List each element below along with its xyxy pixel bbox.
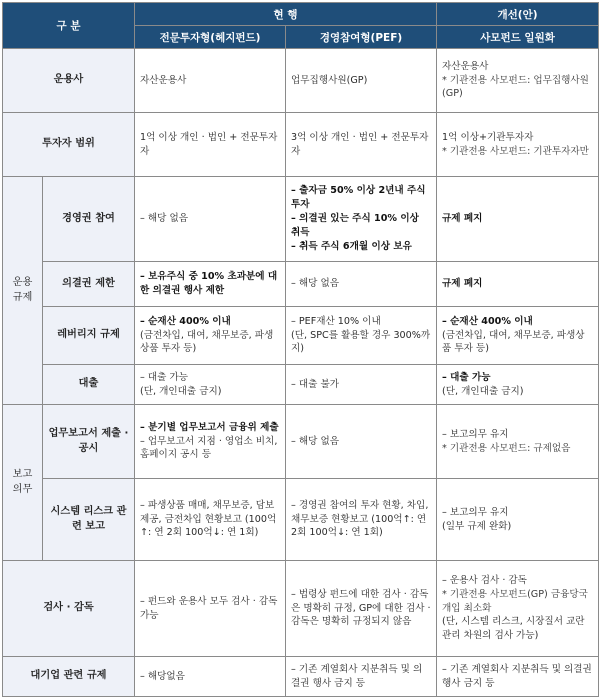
system-hedge: – 파생상품 매매, 채무보증, 담보제공, 금전차입 현황보고 (100억↑: 연 2회 100억↓: 연 1회) — [135, 479, 286, 561]
loan-improve-line1: – 대출 가능 — [442, 371, 491, 383]
system-improve-line2: (일부 규제 완화) — [442, 520, 512, 532]
row-investor — [3, 113, 599, 177]
mgmt-pef-line2: – 의결권 있는 주식 10% 이상 취득 — [291, 213, 419, 238]
investor-improve — [437, 113, 599, 177]
inspection-hedge: – 펀드와 운용사 모두 검사 · 감독 가능 — [135, 561, 286, 657]
row-voting — [3, 262, 599, 307]
leverage-hedge-line1: – 순재산 400% 이내 — [140, 315, 231, 327]
header-pef: 경영참여형(PEF) — [286, 26, 437, 49]
mgmt-hedge: – 해당 없음 — [135, 177, 286, 262]
loan-hedge-line1: – 대출 가능 — [140, 371, 188, 383]
conglomerate-pef: – 기존 계열회사 지분취득 및 의결권 행사 금지 등 — [286, 657, 437, 697]
row-label-loan: 대출 — [43, 365, 135, 405]
row-label-system-risk: 시스템 리스크 관련 보고 — [43, 479, 135, 561]
loan-improve — [437, 365, 599, 405]
mgmt-pef — [286, 177, 437, 262]
mgmt-improve: 규제 폐지 — [437, 177, 599, 262]
voting-improve: 규제 폐지 — [437, 262, 599, 307]
manager-improve-line1: 자산운용사 — [442, 60, 489, 72]
business-hedge-line1: – 분기별 업무보고서 금융위 제출 — [140, 421, 279, 433]
loan-improve-line2: (단, 개인대출 금지) — [442, 385, 524, 397]
header-improvement-sub: 사모펀드 일원화 — [437, 26, 599, 49]
group-label-operation: 운용 규제 — [3, 177, 43, 405]
business-improve — [437, 405, 599, 479]
system-improve-line1: – 보고의무 유지 — [442, 506, 509, 518]
loan-hedge-line2: (단, 개인대출 금지) — [140, 385, 222, 397]
group-label-report: 보고 의무 — [3, 405, 43, 561]
investor-improve-line2: * 기관전용 사모펀드: 기관투자자만 — [442, 145, 589, 157]
loan-pef: – 대출 불가 — [286, 365, 437, 405]
row-label-mgmt: 경영권 참여 — [43, 177, 135, 262]
inspection-improve — [437, 561, 599, 657]
business-hedge — [135, 405, 286, 479]
row-inspection — [3, 561, 599, 657]
leverage-hedge — [135, 307, 286, 365]
leverage-pef — [286, 307, 437, 365]
loan-hedge — [135, 365, 286, 405]
leverage-hedge-line2: (금전차입, 대여, 채무보증, 파생상품 투자 등) — [140, 329, 274, 355]
manager-improve-line2: * 기관전용 사모펀드: 업무집행사원(GP) — [442, 74, 589, 100]
system-improve — [437, 479, 599, 561]
business-improve-line2: * 기관전용 사모펀드: 규제없음 — [442, 442, 571, 454]
mgmt-pef-line3: – 취득 주식 6개월 이상 보유 — [291, 240, 412, 252]
row-label-voting: 의결권 제한 — [43, 262, 135, 307]
header-hedge-fund: 전문투자형(헤지펀드) — [135, 26, 286, 49]
inspection-improve-line2: * 기관전용 사모펀드(GP) 금융당국 개입 최소화 — [442, 588, 588, 614]
row-leverage — [3, 307, 599, 365]
conglomerate-improve: – 기존 계열회사 지분취득 및 의결권 행사 금지 등 — [437, 657, 599, 697]
manager-hedge: 자산운용사 — [135, 49, 286, 113]
leverage-pef-line2: (단, SPC를 활용할 경우 300%까지) — [291, 329, 431, 355]
row-business-report — [3, 405, 599, 479]
manager-pef: 업무집행사원(GP) — [286, 49, 437, 113]
row-label-conglomerate: 대기업 관련 규제 — [3, 657, 135, 697]
inspection-pef: – 법령상 펀드에 대한 검사 · 감독은 명확히 규정, GP에 대한 검사 · 감독은 명확히 규정되지 않음 — [286, 561, 437, 657]
header-current: 현 행 — [135, 3, 437, 26]
row-label-business-report: 업무보고서 제출 · 공시 — [43, 405, 135, 479]
system-pef: – 경영권 참여의 투자 현황, 차입, 채무보증 현황보고 (100억↑: 연 2회 100억↓: 연 1회) — [286, 479, 437, 561]
investor-pef: 3억 이상 개인 · 법인 + 전문투자자 — [286, 113, 437, 177]
inspection-improve-line1: – 운용사 검사 · 감독 — [442, 574, 527, 586]
investor-hedge: 1억 이상 개인 · 법인 + 전문투자자 — [135, 113, 286, 177]
row-loan — [3, 365, 599, 405]
header-improvement: 개선(안) — [437, 3, 599, 26]
voting-pef: – 해당 없음 — [286, 262, 437, 307]
row-conglomerate — [3, 657, 599, 697]
voting-hedge: – 보유주식 중 10% 초과분에 대한 의결권 행사 제한 — [135, 262, 286, 307]
investor-improve-line1: 1억 이상+기관투자자 — [442, 131, 534, 143]
leverage-pef-line1: – PEF재산 10% 이내 — [291, 315, 381, 327]
row-system-risk — [3, 479, 599, 561]
business-pef: – 해당 없음 — [286, 405, 437, 479]
header-category: 구 분 — [3, 3, 135, 49]
row-manager — [3, 49, 599, 113]
row-mgmt — [3, 177, 599, 262]
comparison-table — [2, 2, 599, 697]
inspection-improve-line3: (단, 시스템 리스크, 시장질서 교란 관리 차원의 검사 가능) — [442, 616, 585, 642]
business-hedge-line2: – 업무보고서 지점 · 영업소 비치, 홈페이지 공시 등 — [140, 435, 278, 461]
row-label-investor: 투자자 범위 — [3, 113, 135, 177]
leverage-improve-line2: (금전차입, 대여, 채무보증, 파생상품 투자 등) — [442, 329, 585, 355]
row-label-leverage: 레버리지 규제 — [43, 307, 135, 365]
manager-improve — [437, 49, 599, 113]
leverage-improve-line1: – 순재산 400% 이내 — [442, 315, 533, 327]
conglomerate-hedge: – 해당없음 — [135, 657, 286, 697]
row-label-inspection: 검사 · 감독 — [3, 561, 135, 657]
leverage-improve — [437, 307, 599, 365]
row-label-manager: 운용사 — [3, 49, 135, 113]
business-improve-line1: – 보고의무 유지 — [442, 428, 509, 440]
mgmt-pef-line1: – 출자금 50% 이상 2년내 주식 투자 — [291, 185, 426, 211]
